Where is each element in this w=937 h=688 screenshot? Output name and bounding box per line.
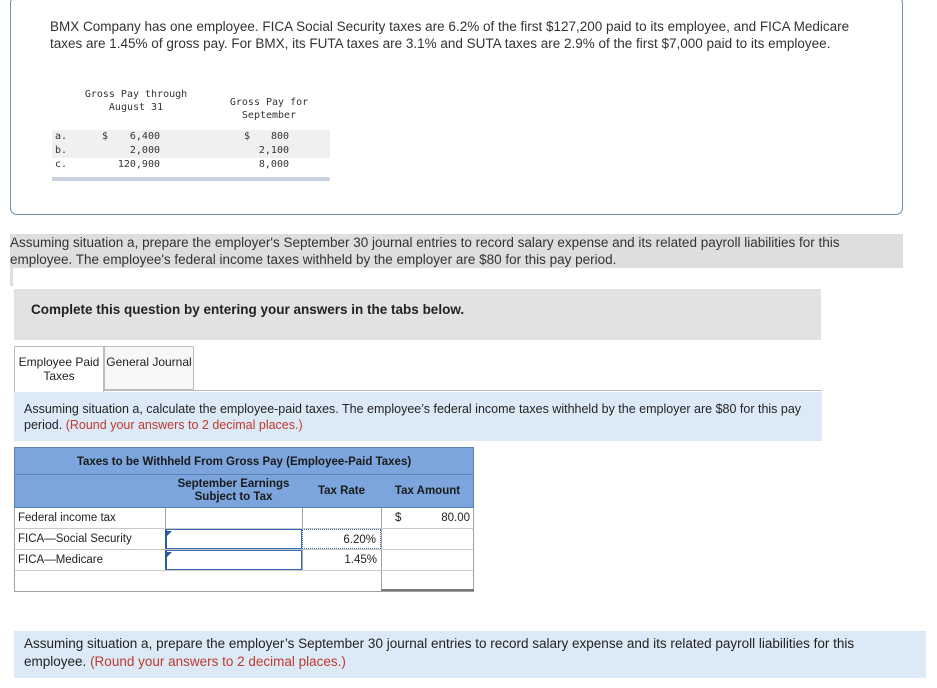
tax-table-header	[14, 475, 474, 508]
row-description: FICA—Medicare	[18, 554, 103, 566]
gross-pay-september: 800	[270, 131, 289, 142]
row-description: Federal income tax	[18, 512, 116, 524]
tab-employee-paid-taxes-label: Employee Paid Taxes	[18, 355, 100, 383]
tax-rate-cell	[302, 508, 381, 528]
tab-divider	[104, 390, 822, 391]
employee-taxes-table	[14, 447, 474, 592]
currency-symbol: $	[102, 131, 109, 142]
tax-table-title: Taxes to be Withheld From Gross Pay (Employee-Paid Taxes)	[14, 447, 474, 475]
situation-text: Assuming situation a, prepare the employer's September 30 journal entries to record salary expense and its related payroll liabilities for this employee. The employee's federal income taxes withheld by the employer are $80 for this pay period.	[10, 235, 840, 267]
gross-pay-september: 2,100	[258, 145, 289, 156]
gross-pay-september: 8,000	[258, 159, 289, 170]
instructions-bar	[14, 392, 822, 441]
header-earnings: September Earnings Subject to Tax	[177, 478, 290, 503]
row-label: b.	[55, 145, 68, 156]
total-row	[14, 571, 474, 592]
complete-banner	[14, 289, 821, 340]
gross-pay-table	[52, 88, 330, 181]
instructions-main: Assuming situation a, calculate the employee-paid taxes. The employee’s federal income taxes withheld by the employer are $80 for this pay period.	[24, 402, 802, 432]
gross-pay-table-header	[52, 88, 330, 130]
tab-general-journal[interactable]	[104, 346, 194, 390]
table-row	[14, 529, 474, 550]
problem-text: BMX Company has one employee. FICA Social Security taxes are 6.2% of the first $127,200 paid to its employee, and FICA Medicare taxes are 1.45% of gross pay. For BMX, its FUTA taxes are 3.1% and SUTA taxes are 2.9% of the first $7,000 paid to its employee.	[50, 19, 850, 51]
earnings-input-medicare[interactable]	[165, 550, 302, 570]
gross-pay-august: 2,000	[129, 145, 160, 156]
row-label: a.	[55, 131, 68, 142]
complete-text: Complete this question by entering your answers in the tabs below.	[31, 302, 465, 317]
tax-amount-value: 80.00	[441, 512, 470, 524]
input-marker-icon	[167, 531, 172, 536]
earnings-input-social-security[interactable]	[165, 529, 302, 549]
row-description: FICA—Social Security	[18, 533, 132, 545]
header-tax-rate: Tax Rate	[317, 484, 366, 497]
total-tax-amount	[381, 571, 474, 591]
gross-pay-row	[52, 130, 330, 144]
earnings-cell	[165, 508, 302, 528]
header-tax-amount: Tax Amount	[394, 484, 461, 497]
currency-symbol: $	[244, 131, 251, 142]
tax-rate-cell: 1.45%	[302, 550, 381, 570]
tax-rate-cell: 6.20%	[302, 529, 381, 549]
gross-pay-row	[52, 158, 330, 172]
gross-pay-august-header: Gross Pay through August 31	[84, 89, 188, 113]
gross-pay-row	[52, 144, 330, 158]
instructions-text	[24, 401, 814, 433]
gross-pay-august: 6,400	[129, 131, 160, 142]
journal-instructions-text	[24, 635, 914, 671]
tax-amount-cell	[381, 529, 474, 549]
gross-pay-august: 120,900	[117, 159, 160, 170]
tax-amount-cell	[381, 508, 474, 528]
tab-general-journal-label: General Journal	[106, 355, 192, 369]
tax-amount-cell	[381, 550, 474, 570]
situation-prompt	[10, 234, 903, 268]
journal-instructions-note: (Round your answers to 2 decimal places.)	[90, 654, 346, 669]
input-marker-icon	[167, 552, 172, 557]
journal-instructions-main: Assuming situation a, prepare the employer’s September 30 journal entries to record salary expense and its related payroll liabilities for this employee.	[24, 636, 855, 669]
row-label: c.	[55, 159, 68, 170]
table-row	[14, 508, 474, 529]
journal-instructions-bar	[14, 631, 926, 678]
tab-employee-paid-taxes[interactable]	[14, 346, 104, 392]
currency-symbol: $	[395, 512, 402, 524]
situation-notch	[10, 268, 13, 286]
instructions-note: (Round your answers to 2 decimal places.)	[65, 418, 303, 432]
gross-pay-september-header: Gross Pay for September	[229, 97, 309, 121]
table-row	[14, 550, 474, 571]
table-bottom-rule	[52, 177, 330, 181]
